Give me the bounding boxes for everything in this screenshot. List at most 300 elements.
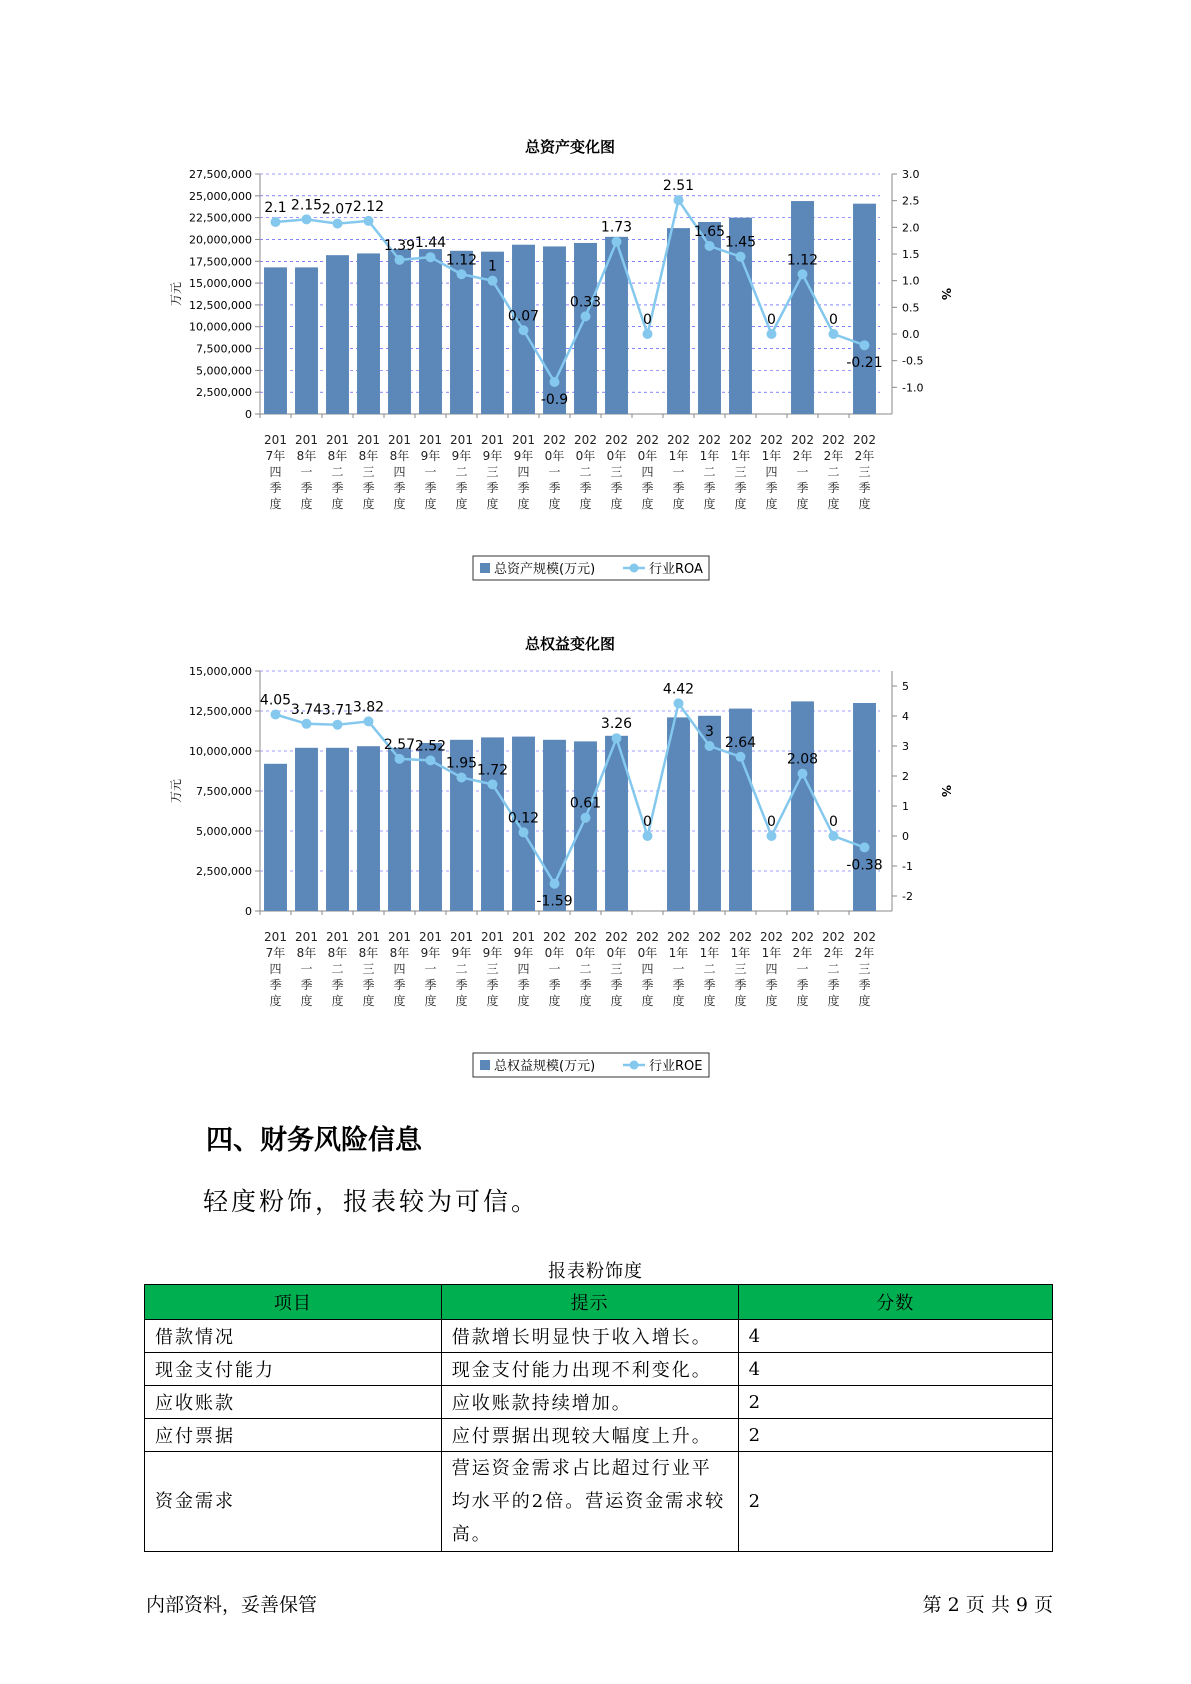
table-row	[145, 1419, 1053, 1452]
line-point	[550, 377, 560, 387]
data-label: 4.42	[662, 681, 695, 698]
x-tick-label: 二	[331, 465, 344, 479]
x-tick-label: 季	[393, 481, 406, 495]
x-tick-label: 季	[269, 481, 282, 495]
y-tick-label: 7,500,000	[196, 785, 252, 798]
x-tick-label: 8年	[327, 449, 348, 463]
x-tick-label: 202	[543, 433, 566, 447]
bar	[540, 246, 569, 414]
x-tick-label: 度	[362, 994, 375, 1008]
x-tick-label: 0年	[606, 946, 627, 960]
x-tick-label: 201	[450, 930, 473, 944]
x-tick-label: 度	[579, 497, 592, 511]
x-tick-label: 202	[605, 930, 628, 944]
line-point	[364, 716, 374, 726]
line-point	[643, 329, 653, 339]
x-tick-label: 度	[269, 497, 282, 511]
legend-line-marker	[630, 564, 639, 573]
x-tick-label: 201	[357, 433, 380, 447]
x-tick-label: 度	[796, 994, 809, 1008]
bar	[853, 703, 876, 911]
x-tick-label: 一	[424, 962, 437, 976]
x-tick-label: 201	[512, 930, 535, 944]
x-tick-label: 202	[729, 433, 752, 447]
data-label: 1.95	[445, 755, 478, 772]
legend-line-marker	[630, 1061, 639, 1070]
x-tick-label: 202	[791, 930, 814, 944]
footer-confidential: 内部资料，妥善保管	[146, 1594, 318, 1616]
data-label: 0.61	[569, 795, 602, 812]
x-tick-label: 一	[424, 465, 437, 479]
legend-bar-label: 总资产规模(万元)	[494, 562, 596, 577]
row-item: 应收账款	[145, 1386, 442, 1419]
table-row	[145, 1320, 1053, 1353]
x-tick-label: 度	[765, 994, 778, 1008]
x-tick-label: 0年	[575, 946, 596, 960]
line-point	[488, 779, 498, 789]
x-tick-label: 9年	[482, 946, 503, 960]
x-tick-label: 度	[579, 994, 592, 1008]
table-header-row	[145, 1285, 1053, 1320]
bar	[264, 764, 287, 911]
x-tick-label: 0年	[606, 449, 627, 463]
y2-tick-label: 0.5	[902, 301, 920, 315]
line-point	[581, 311, 591, 321]
x-tick-label: 季	[579, 978, 592, 992]
line-point	[271, 217, 281, 227]
x-tick-label: 度	[703, 497, 716, 511]
data-label: 0.12	[507, 810, 540, 827]
y-tick-label: 27,500,000	[189, 168, 252, 181]
y2-tick-label: 1.0	[902, 274, 920, 288]
line-point	[829, 831, 839, 841]
y-tick-label: 12,500,000	[189, 298, 252, 312]
y-tick-label: 10,000,000	[189, 745, 252, 758]
x-tick-label: 一	[796, 962, 809, 976]
line-point	[612, 237, 622, 247]
bar	[791, 701, 814, 911]
y-tick-label: 5,000,000	[196, 364, 252, 378]
x-tick-label: 一	[300, 962, 313, 976]
line-point	[271, 710, 281, 720]
y2-tick-label: 2	[902, 770, 909, 783]
x-tick-label: 度	[486, 497, 499, 511]
y2-tick-label: 3	[902, 740, 909, 753]
data-label: 0	[767, 814, 776, 830]
x-tick-label: 季	[827, 978, 840, 992]
x-tick-label: 201	[419, 930, 442, 944]
risk-summary: 轻度粉饰，报表较为可信。	[203, 1187, 540, 1216]
data-label: -0.38	[846, 857, 883, 874]
line-point	[457, 773, 467, 783]
x-tick-label: 202	[760, 930, 783, 944]
line-point	[519, 827, 529, 837]
x-tick-label: 四	[641, 962, 654, 976]
x-tick-label: 季	[796, 978, 809, 992]
data-label: -0.21	[846, 355, 883, 372]
x-tick-label: 四	[393, 465, 406, 479]
y2-tick-label: -0.5	[902, 354, 924, 368]
bar	[326, 748, 349, 911]
data-label: 0.33	[569, 294, 602, 311]
legend-bar-swatch	[480, 1060, 490, 1070]
x-tick-label: 1年	[668, 449, 689, 463]
line-point	[302, 214, 312, 224]
x-tick-label: 度	[300, 497, 313, 511]
x-tick-label: 8年	[327, 946, 348, 960]
x-tick-label: 2年	[854, 449, 875, 463]
x-tick-label: 一	[672, 465, 685, 479]
x-tick-label: 1年	[668, 946, 689, 960]
row-score: 4	[738, 1353, 1052, 1386]
x-tick-label: 8年	[358, 946, 379, 960]
x-tick-label: 季	[734, 481, 747, 495]
data-label: 1.44	[414, 235, 447, 252]
x-tick-label: 季	[362, 481, 375, 495]
data-label: -1.59	[536, 893, 573, 910]
line-point	[705, 741, 715, 751]
line-point	[395, 255, 405, 265]
line-point	[302, 719, 312, 729]
x-tick-label: 202	[698, 433, 721, 447]
data-label: 2.57	[383, 736, 416, 753]
x-tick-label: 三	[858, 962, 871, 976]
x-tick-label: 二	[579, 962, 592, 976]
line-point	[767, 831, 777, 841]
x-tick-label: 201	[450, 433, 473, 447]
x-tick-label: 201	[357, 930, 380, 944]
x-tick-label: 9年	[420, 946, 441, 960]
x-tick-label: 201	[295, 930, 318, 944]
data-label: -0.9	[540, 392, 569, 408]
y-axis-label: 万元	[169, 281, 183, 307]
x-tick-label: 度	[610, 497, 623, 511]
x-tick-label: 季	[393, 978, 406, 992]
data-label: 1.65	[693, 224, 726, 240]
x-tick-label: 四	[269, 465, 282, 479]
x-tick-label: 9年	[513, 449, 534, 463]
x-tick-label: 0年	[637, 449, 658, 463]
x-tick-label: 季	[548, 481, 561, 495]
x-tick-label: 度	[672, 994, 685, 1008]
data-label: 1.39	[383, 237, 416, 254]
x-tick-label: 201	[512, 433, 535, 447]
line-point	[860, 340, 870, 350]
y2-tick-label: 0	[902, 830, 909, 843]
x-tick-label: 202	[636, 930, 659, 944]
x-tick-label: 度	[827, 994, 840, 1008]
x-tick-label: 度	[548, 994, 561, 1008]
x-tick-label: 1年	[730, 449, 751, 463]
legend-line-label: 行业ROE	[649, 1059, 703, 1074]
x-tick-label: 一	[300, 465, 313, 479]
section-title: 四、财务风险信息	[206, 1125, 422, 1156]
x-tick-label: 202	[667, 433, 690, 447]
data-label: 0	[829, 312, 838, 328]
x-tick-label: 8年	[358, 449, 379, 463]
x-tick-label: 202	[543, 930, 566, 944]
x-tick-label: 季	[827, 481, 840, 495]
line-point	[333, 219, 343, 229]
x-tick-label: 8年	[389, 946, 410, 960]
line-point	[798, 769, 808, 779]
data-label: 3.71	[321, 702, 354, 719]
x-tick-label: 202	[636, 433, 659, 447]
x-tick-label: 201	[295, 433, 318, 447]
x-tick-label: 三	[486, 465, 499, 479]
total-assets-chart-svg	[150, 138, 1050, 598]
x-tick-label: 202	[853, 433, 876, 447]
y2-tick-label: 0.0	[902, 328, 920, 341]
risk-table	[144, 1284, 1053, 1552]
data-label: 1.12	[786, 252, 819, 269]
header-score: 分数	[738, 1285, 1052, 1320]
y-tick-label: 7,500,000	[196, 342, 252, 356]
x-tick-label: 度	[269, 994, 282, 1008]
row-score: 2	[738, 1452, 1052, 1552]
row-hint: 应付票据出现较大幅度上升。	[441, 1419, 738, 1452]
x-tick-label: 季	[672, 481, 685, 495]
x-tick-label: 9年	[451, 449, 472, 463]
x-tick-label: 季	[455, 978, 468, 992]
chart-title: 总权益变化图	[524, 635, 616, 653]
x-tick-label: 季	[300, 978, 313, 992]
x-tick-label: 三	[610, 465, 623, 479]
x-tick-label: 三	[610, 962, 623, 976]
row-score: 2	[738, 1386, 1052, 1419]
row-hint: 应收账款持续增加。	[441, 1386, 738, 1419]
x-tick-label: 三	[858, 465, 871, 479]
y-tick-label: 15,000,000	[189, 277, 252, 291]
x-tick-label: 二	[703, 962, 716, 976]
x-tick-label: 0年	[637, 946, 658, 960]
x-tick-label: 201	[388, 930, 411, 944]
bar	[295, 267, 318, 414]
line-point	[736, 252, 746, 262]
x-tick-label: 9年	[482, 449, 503, 463]
chart-title: 总资产变化图	[524, 138, 616, 156]
x-tick-label: 度	[641, 497, 654, 511]
x-tick-label: 2年	[854, 946, 875, 960]
x-tick-label: 202	[729, 930, 752, 944]
x-tick-label: 度	[796, 497, 809, 511]
x-tick-label: 度	[672, 497, 685, 511]
y-axis-label: 万元	[169, 778, 183, 804]
row-score: 2	[738, 1419, 1052, 1452]
y-tick-label: 25,000,000	[189, 189, 252, 203]
x-tick-label: 一	[548, 465, 561, 479]
x-tick-label: 0年	[575, 449, 596, 463]
bar	[419, 743, 442, 911]
row-hint: 现金支付能力出现不利变化。	[441, 1353, 738, 1386]
x-tick-label: 201	[481, 433, 504, 447]
data-label: 2.52	[414, 738, 447, 755]
x-tick-label: 季	[610, 481, 623, 495]
data-label: 1	[488, 258, 497, 275]
x-tick-label: 季	[765, 481, 778, 495]
x-tick-label: 四	[269, 962, 282, 976]
bar	[853, 204, 876, 414]
x-tick-label: 202	[574, 433, 597, 447]
x-tick-label: 201	[326, 433, 349, 447]
table-row	[145, 1452, 1053, 1552]
line-point	[736, 752, 746, 762]
bar	[264, 267, 287, 414]
x-tick-label: 202	[605, 433, 628, 447]
data-label: 3.82	[352, 699, 385, 716]
y2-tick-label: 5	[902, 680, 909, 693]
y2-tick-label: 3.0	[902, 168, 920, 181]
x-tick-label: 202	[822, 930, 845, 944]
row-item: 借款情况	[145, 1320, 442, 1353]
x-tick-label: 季	[796, 481, 809, 495]
x-tick-label: 季	[269, 978, 282, 992]
data-label: 2.08	[786, 751, 819, 768]
x-tick-label: 四	[517, 465, 530, 479]
x-tick-label: 季	[641, 481, 654, 495]
x-tick-label: 度	[455, 994, 468, 1008]
line-point	[798, 269, 808, 279]
x-tick-label: 2年	[792, 946, 813, 960]
y-tick-label: 15,000,000	[189, 665, 252, 678]
x-tick-label: 度	[331, 994, 344, 1008]
x-tick-label: 二	[827, 962, 840, 976]
y-tick-label: 17,500,000	[189, 255, 252, 269]
y2-tick-label: 1	[902, 800, 909, 813]
data-label: 1.12	[445, 252, 478, 269]
y-tick-label: 22,500,000	[189, 211, 252, 225]
y2-tick-label: 2.0	[902, 221, 920, 235]
line-point	[426, 755, 436, 765]
line-point	[550, 879, 560, 889]
total-equity-chart	[150, 635, 1050, 1095]
data-label: 0	[829, 814, 838, 830]
x-tick-label: 季	[362, 978, 375, 992]
y-tick-label: 10,000,000	[189, 320, 252, 334]
line-point	[581, 813, 591, 823]
row-item: 应付票据	[145, 1419, 442, 1452]
x-tick-label: 2年	[823, 946, 844, 960]
data-label: 2.12	[352, 198, 385, 215]
line-point	[643, 831, 653, 841]
y-tick-label: 0	[245, 408, 252, 421]
total-assets-chart	[150, 138, 1050, 598]
x-tick-label: 201	[419, 433, 442, 447]
x-tick-label: 季	[610, 978, 623, 992]
x-tick-label: 202	[667, 930, 690, 944]
y2-tick-label: -2	[902, 890, 913, 903]
data-label: 3.26	[600, 716, 633, 733]
x-tick-label: 202	[760, 433, 783, 447]
bar	[667, 717, 690, 911]
data-label: 2.07	[321, 201, 354, 218]
line-point	[364, 216, 374, 226]
x-tick-label: 9年	[513, 946, 534, 960]
x-tick-label: 四	[641, 465, 654, 479]
line-point	[488, 276, 498, 286]
x-tick-label: 2年	[823, 449, 844, 463]
x-tick-label: 一	[796, 465, 809, 479]
line-point	[426, 252, 436, 262]
data-label: 2.64	[724, 734, 757, 751]
x-tick-label: 季	[424, 978, 437, 992]
x-tick-label: 度	[641, 994, 654, 1008]
x-tick-label: 二	[455, 962, 468, 976]
x-tick-label: 季	[331, 481, 344, 495]
bar	[357, 746, 380, 911]
x-tick-label: 季	[703, 481, 716, 495]
x-tick-label: 202	[791, 433, 814, 447]
x-tick-label: 1年	[699, 449, 720, 463]
bar	[419, 249, 442, 414]
x-tick-label: 季	[858, 481, 871, 495]
line-point	[767, 329, 777, 339]
x-tick-label: 7年	[265, 946, 286, 960]
x-tick-label: 202	[698, 930, 721, 944]
x-tick-label: 201	[481, 930, 504, 944]
x-tick-label: 三	[362, 465, 375, 479]
data-label: 2.15	[290, 197, 323, 214]
x-tick-label: 三	[734, 465, 747, 479]
data-label: 0	[643, 312, 652, 328]
x-tick-label: 三	[734, 962, 747, 976]
bar	[574, 243, 597, 414]
line-point	[395, 754, 405, 764]
y2-tick-label: 1.5	[902, 248, 920, 261]
x-tick-label: 二	[579, 465, 592, 479]
x-tick-label: 度	[734, 497, 747, 511]
row-score: 4	[738, 1320, 1052, 1353]
line-point	[674, 195, 684, 205]
x-tick-label: 7年	[265, 449, 286, 463]
x-tick-label: 度	[765, 497, 778, 511]
y-tick-label: 20,000,000	[189, 233, 252, 247]
x-tick-label: 度	[827, 497, 840, 511]
x-tick-label: 2年	[792, 449, 813, 463]
x-tick-label: 度	[734, 994, 747, 1008]
bar	[357, 253, 380, 414]
y-tick-label: 2,500,000	[196, 865, 252, 878]
x-tick-label: 三	[486, 962, 499, 976]
line-point	[829, 329, 839, 339]
x-tick-label: 8年	[296, 449, 317, 463]
table-row	[145, 1353, 1053, 1386]
total-equity-chart-svg	[150, 635, 1050, 1095]
x-tick-label: 度	[517, 994, 530, 1008]
legend-line-label: 行业ROA	[649, 562, 703, 577]
x-tick-label: 1年	[761, 946, 782, 960]
x-tick-label: 季	[703, 978, 716, 992]
x-tick-label: 度	[517, 497, 530, 511]
x-tick-label: 度	[393, 497, 406, 511]
x-tick-label: 202	[822, 433, 845, 447]
data-label: 1.45	[724, 234, 757, 251]
x-tick-label: 8年	[389, 449, 410, 463]
x-tick-label: 度	[703, 994, 716, 1008]
x-tick-label: 度	[424, 994, 437, 1008]
bar	[667, 228, 690, 414]
x-tick-label: 季	[331, 978, 344, 992]
data-label: 2.51	[662, 178, 695, 195]
x-tick-label: 9年	[451, 946, 472, 960]
data-label: 0	[767, 312, 776, 328]
x-tick-label: 8年	[296, 946, 317, 960]
x-tick-label: 202	[574, 930, 597, 944]
bar	[326, 255, 349, 414]
x-tick-label: 201	[326, 930, 349, 944]
bar	[574, 741, 597, 911]
line-point	[674, 698, 684, 708]
